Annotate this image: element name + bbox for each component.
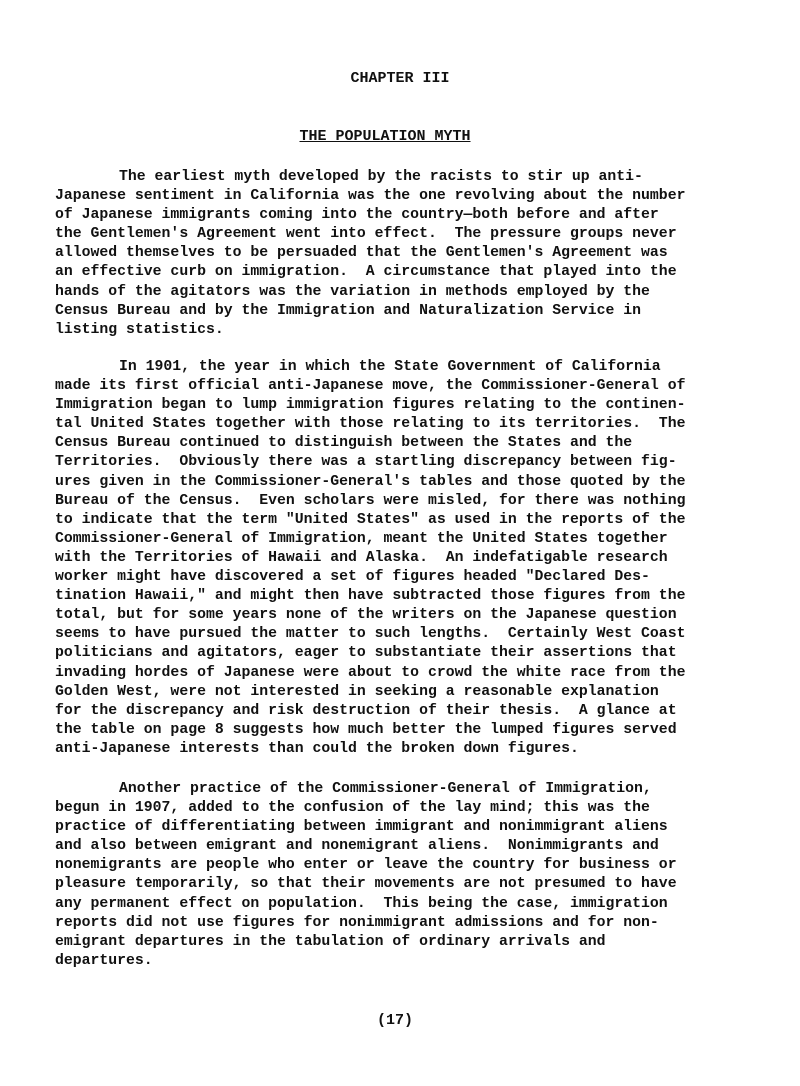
text-line: of Japanese immigrants coming into the country—both before and after (55, 207, 659, 224)
text-line: In 1901, the year in which the State Government of California (119, 359, 661, 375)
text-line: made its first official anti-Japanese move, the Commissioner-General of (55, 378, 686, 395)
text-line: hands of the agitators was the variation in methods employed by the (55, 283, 650, 300)
text-line: ures given in the Commissioner-General's tables and those quoted by the (55, 473, 686, 490)
text-line: Golden West, were not interested in seeking a reasonable explanation (55, 683, 659, 700)
text-line: anti-Japanese interests than could the broken down figures. (55, 740, 579, 757)
text-line: the Gentlemen's Agreement went into effect. The pressure groups never (55, 226, 677, 243)
text-line: Commissioner-General of Immigration, meant the United States together (55, 530, 668, 547)
text-line: Japanese sentiment in California was the one revolving about the number (55, 188, 686, 205)
text-line: Territories. Obviously there was a startling discrepancy between fig- (55, 454, 677, 471)
text-line: worker might have discovered a set of figures headed "Declared Des- (55, 569, 650, 586)
text-line: pleasure temporarily, so that their movements are not presumed to have (55, 876, 677, 893)
chapter-heading: CHAPTER III (350, 70, 450, 87)
text-line: to indicate that the term "United States" as used in the reports of the (55, 511, 686, 528)
text-line: nonemigrants are people who enter or leave the country for business or (55, 857, 677, 874)
text-line: Census Bureau and by the Immigration and Naturalization Service in (55, 302, 642, 319)
text-line: any permanent effect on population. This being the case, immigration (55, 895, 668, 912)
text-line: practice of differentiating between immigrant and nonimmigrant aliens (55, 819, 668, 836)
text-line: emigrant departures in the tabulation of ordinary arrivals and (55, 933, 606, 950)
paragraph-1 (55, 168, 745, 340)
text-line: politicians and agitators, eager to substantiate their assertions that (55, 645, 677, 662)
paragraph-3 (55, 780, 745, 971)
text-line: The earliest myth developed by the racists to stir up anti- (119, 169, 643, 185)
text-line: and also between emigrant and nonemigrant aliens. Nonimmigrants and (55, 838, 659, 855)
text-line: tination Hawaii," and might then have subtracted those figures from the (55, 588, 686, 605)
text-line: begun in 1907, added to the confusion of the lay mind; this was the (55, 800, 650, 817)
text-line: listing statistics. (55, 321, 224, 338)
text-line: seems to have pursued the matter to such lengths. Certainly West Coast (55, 626, 686, 643)
text-line: departures. (55, 952, 153, 969)
section-title: THE POPULATION MYTH (299, 128, 471, 145)
text-line: with the Territories of Hawaii and Alaska. An indefatigable research (55, 549, 668, 566)
text-line: tal United States together with those relating to its territories. The (55, 416, 686, 433)
text-line: Another practice of the Commissioner-General of Immigration, (119, 781, 652, 797)
text-line: Census Bureau continued to distinguish between the States and the (55, 435, 633, 452)
text-line: reports did not use figures for nonimmigrant admissions and for non- (55, 914, 659, 931)
page-number: (17) (376, 1012, 413, 1029)
text-line: Immigration began to lump immigration figures relating to the continen- (55, 397, 686, 414)
text-line: the table on page 8 suggests how much better the lumped figures served (55, 721, 677, 738)
text-line: Bureau of the Census. Even scholars were misled, for there was nothing (55, 492, 686, 509)
paragraph-2 (55, 358, 745, 759)
text-line: total, but for some years none of the writers on the Japanese question (55, 607, 677, 624)
text-line: allowed themselves to be persuaded that the Gentlemen's Agreement was (55, 245, 668, 262)
text-line: for the discrepancy and risk destruction of their thesis. A glance at (55, 702, 677, 719)
text-line: an effective curb on immigration. A circumstance that played into the (55, 264, 677, 281)
text-line: invading hordes of Japanese were about to crowd the white race from the (55, 664, 686, 681)
